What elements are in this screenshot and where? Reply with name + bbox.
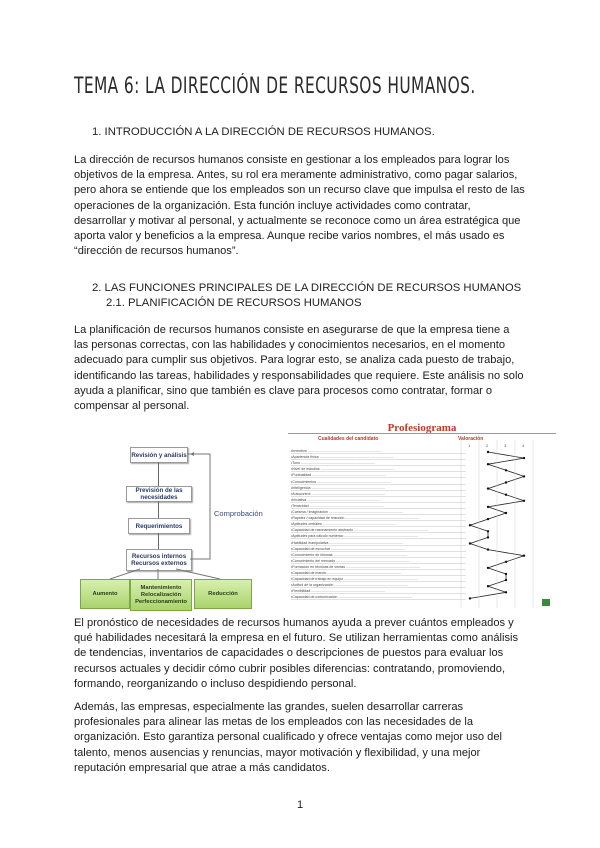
profesiograma-point xyxy=(487,567,489,569)
flow-recursos-externos: Recursos externos xyxy=(131,560,187,567)
planning-flowchart xyxy=(80,437,280,613)
profesiograma-point xyxy=(505,561,507,563)
profesiograma-row: •Nivel de estudios .......................................................................... xyxy=(291,467,466,472)
profesiograma-row: •Conocimientos .......................................................................... xyxy=(291,480,466,485)
profesiograma-row: •Capacidad de comunicación .......................................................................... xyxy=(291,595,466,600)
profesiograma-point xyxy=(505,481,507,483)
profesiograma-point xyxy=(487,530,489,532)
profesiograma-point xyxy=(487,451,489,453)
flow-box-prevision: Previsión de las necesidades xyxy=(126,486,192,502)
next-arrow-icon xyxy=(542,599,550,606)
profesiograma-plot xyxy=(288,422,556,612)
profesiograma-row: •Formación en técnicas de ventas .......................................................................... xyxy=(291,565,466,570)
branch-line-left xyxy=(110,569,140,579)
page-number: 1 xyxy=(296,799,304,811)
profesiograma-row: •Carisma / imaginación .......................................................................... xyxy=(291,510,466,515)
profesiograma-point xyxy=(487,506,489,508)
profesiograma-point xyxy=(505,494,507,496)
profesiograma-col-candidato: Cualidades del candidato xyxy=(318,436,379,442)
flow-perfeccionamiento: Perfeccionamiento xyxy=(135,598,187,605)
profesiograma-row: •Inventiva .......................................................................... xyxy=(291,449,466,454)
section1-paragraph: La dirección de recursos humanos consiste en gestionar a los empleados para lograr los objetivos de la empresa. Antes, su rol era meramente administrativo, como pagar salarios, pero ahora se entiende que los empleados son un recurso clave que impulsa el resto de las operaciones de la organización. Esta función incluye actividades como contratar, desarrollar y motivar al personal, y actualmente se reconoce como un área estratégica que aporta valor y beneficios a la empresa. Aunque recibe varios nombres, el más usado es “dirección de recursos humanos”. xyxy=(74,154,525,258)
flow-box-requerimientos: Requerimientos xyxy=(128,518,190,534)
flow-green-mantenimiento xyxy=(130,579,192,611)
profesiograma-point xyxy=(469,542,471,544)
profesiograma-point xyxy=(523,457,525,459)
profesiograma-title: Profesiograma xyxy=(387,422,457,434)
paragraph-pronostico: El pronóstico de necesidades de recursos humanos ayuda a prever cuántos empleados y qué habilidades necesitará la empresa en el futuro. Se utilizan herramientas como análisis de tendencias, inventarios de capacidades o descripciones de puestos para evaluar los recursos actuales y decidir cómo cubrir posibles diferencias: contratando, promoviendo, formando, reorganizando o incluso despidiendo personal. xyxy=(74,617,518,690)
scale-label-3: 3 xyxy=(504,443,507,448)
profesiograma-point xyxy=(487,518,489,520)
section2-paragraph: La planificación de recursos humanos consiste en asegurarse de que la empresa tiene a las personas correctas, con las habilidades y conocimientos necesarios, en el momento adecuado para cumplir sus objetivos. Para lograr esto, se analiza cada puesto de trabajo, identificando las tareas, habilidades y responsabilidades que requiere. Este análisis no solo ayuda a planificar, sino que también es clave para procesos como contratar, formar o compensar al personal. xyxy=(74,324,524,413)
page-title: TEMA 6: LA DIRECCIÓN DE RECURSOS HUMANOS. xyxy=(74,74,476,99)
profesiograma-point xyxy=(505,469,507,471)
paragraph-carreras: Además, las empresas, especialmente las grandes, suelen desarrollar carreras profesionales para alinear las metas de los empleados con las necesidades de la organización. Esto garantiza personal cualificado y ofrece ventajas como mejor uso del talento, menos ausencias y renuncias, mayor motivación y flexibilidad, y una mejor reputación empresarial que atrae a más candidatos. xyxy=(74,701,502,774)
profesiograma-row: •Tono .......................................................................... xyxy=(291,461,466,466)
profesiograma-point xyxy=(469,524,471,526)
profesiograma-point xyxy=(487,585,489,587)
branch-line-right xyxy=(176,569,220,579)
section2-subheading: 2.1. PLANIFICACIÓN DE RECURSOS HUMANOS xyxy=(106,297,362,309)
profesiograma-row: •Puntualidad .......................................................................... xyxy=(291,473,466,478)
profesiograma-point xyxy=(505,591,507,593)
profesiograma-row: •Iniciativa .......................................................................... xyxy=(291,498,466,503)
profesiograma-col-valoracion: Valoración xyxy=(458,436,484,442)
profesiograma-point xyxy=(505,512,507,514)
profesiograma-point xyxy=(523,555,525,557)
scale-label-1: 1 xyxy=(468,443,471,448)
profesiograma-row: •Conocimiento de idiomas .......................................................................... xyxy=(291,553,466,558)
flow-mantenimiento: Mantenimiento xyxy=(140,584,182,591)
profesiograma-row: •Capacidad de mando .......................................................................... xyxy=(291,571,466,576)
flow-recursos-internos: Recursos internos xyxy=(131,553,187,560)
profesiograma-row: •Aptitudes verbales .......................................................................... xyxy=(291,522,466,527)
profesiograma-point xyxy=(487,536,489,538)
profesiograma-row: •Tenacidad .......................................................................... xyxy=(291,504,466,509)
profesiograma-row: •Conocimiento del mercado .......................................................................... xyxy=(291,559,466,564)
section2-heading: 2. LAS FUNCIONES PRINCIPALES DE LA DIRECCIÓN DE RECURSOS HUMANOS xyxy=(92,282,522,294)
profesiograma-row: •Capacidad de razonamiento abstracto .......................................................................... xyxy=(291,528,466,533)
profesiograma-point xyxy=(469,597,471,599)
profesiograma-point xyxy=(505,573,507,575)
flow-relocalizacion: Relocalización xyxy=(140,591,182,598)
profesiograma-row: •Habilidad manipulativa .......................................................................... xyxy=(291,541,466,546)
profesiograma-row: •Rapidez / capacidad de reacción .......................................................................... xyxy=(291,516,466,521)
profesiograma-row: •Actitud de la organización .......................................................................... xyxy=(291,583,466,588)
profesiograma-row: •Inteligencia .......................................................................... xyxy=(291,486,466,491)
profesiograma-figure xyxy=(288,422,556,612)
flow-box-revision: Revisión y análisis xyxy=(130,447,188,463)
profesiograma-point xyxy=(523,500,525,502)
profesiograma-row: •Capacidad de escuchar .......................................................................... xyxy=(291,547,466,552)
feedback-loop-line xyxy=(187,454,210,559)
scale-label-2: 2 xyxy=(486,443,489,448)
flow-comprobacion-label: Comprobación xyxy=(214,509,263,518)
flow-green-reduccion: Reducción xyxy=(194,579,252,609)
scale-label-4: 4 xyxy=(522,443,525,448)
profesiograma-row: •Aptitudes para cálculo numérico .......................................................................... xyxy=(291,534,466,539)
flow-green-aumento: Aumento xyxy=(80,579,130,609)
profesiograma-row: •Apariencia física .......................................................................... xyxy=(291,455,466,460)
profesiograma-row: •Flexibilidad .......................................................................... xyxy=(291,589,466,594)
profesiograma-point xyxy=(487,463,489,465)
profesiograma-point xyxy=(523,475,525,477)
profesiograma-point xyxy=(505,579,507,581)
profesiograma-point xyxy=(487,548,489,550)
profesiograma-point xyxy=(487,487,489,489)
section1-heading: 1. INTRODUCCIÓN A LA DIRECCIÓN DE RECURSOS HUMANOS. xyxy=(92,126,435,138)
profesiograma-row: •Autocontrol .......................................................................... xyxy=(291,492,466,497)
profesiograma-row: •Capacidad de trabajo en equipo .......................................................................... xyxy=(291,577,466,582)
feedback-arrow-head xyxy=(190,452,194,456)
